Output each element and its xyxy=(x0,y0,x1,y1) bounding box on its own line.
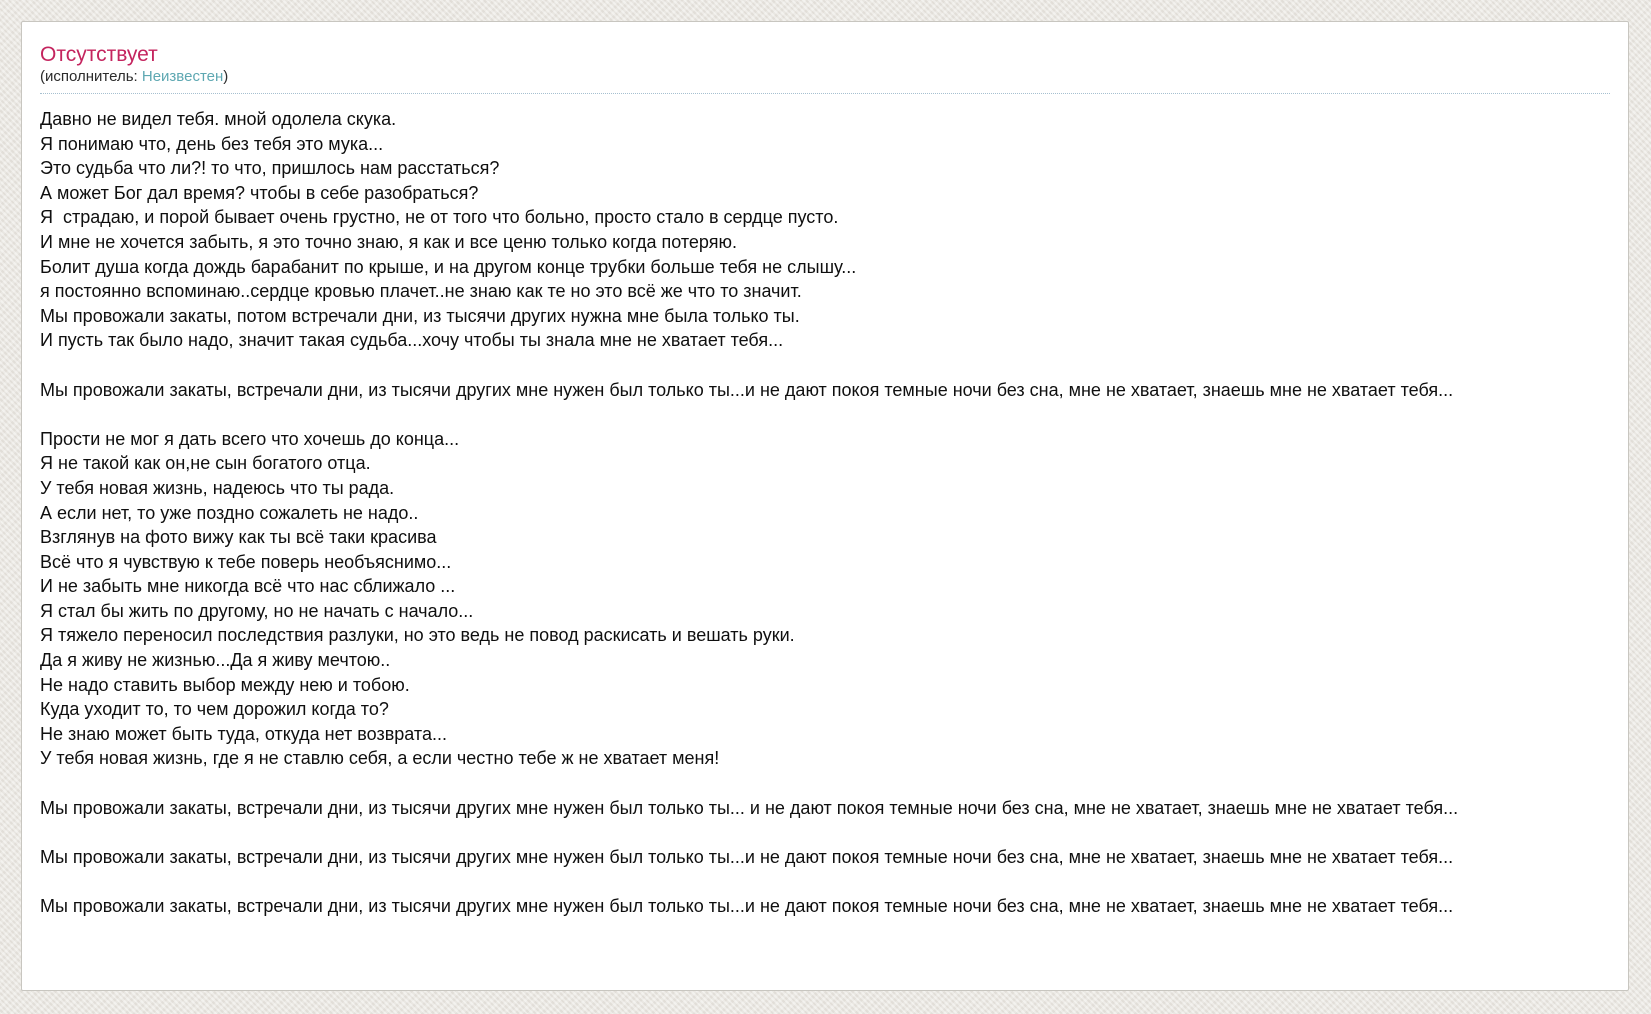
lyrics-line: Не знаю может быть туда, откуда нет возврата... xyxy=(40,723,447,744)
lyrics-line: Мы провожали закаты, встречали дни, из тысячи других мне нужен был только ты...и не дают покоя темные ночи без сна, мне не хватает, знаешь мне не хватает тебя... xyxy=(40,896,1454,916)
lyrics-line: А если нет, то уже поздно сожалеть не надо.. xyxy=(40,502,419,523)
artist-label-close-paren: ) xyxy=(223,68,229,85)
lyrics-line: А может Бог дал время? чтобы в себе разобраться? xyxy=(40,182,479,203)
artist-line xyxy=(40,67,1610,94)
lyrics xyxy=(40,107,1610,919)
lyrics-line: Куда уходит то, то чем дорожил когда то? xyxy=(40,699,389,720)
lyrics-line: Давно не видел тебя. мной одолела скука. xyxy=(40,109,397,129)
lyrics-line xyxy=(40,402,1610,427)
lyrics-line: Я страдаю, и порой бывает очень грустно, не от того что больно, просто стало в сердце пусто. xyxy=(40,207,839,228)
lyrics-line: Я стал бы жить по другому, но не начать с начало... xyxy=(40,600,474,621)
lyrics-line: Мы провожали закаты, встречали дни, из тысячи других мне нужен был только ты...и не дают покоя темные ночи без сна, мне не хватает, знаешь мне не хватает тебя... xyxy=(40,379,1454,400)
lyrics-line: Это судьба что ли?! то что, пришлось нам расстаться? xyxy=(40,158,500,179)
lyrics-line: Всё что я чувствую к тебе поверь необъяснимо... xyxy=(40,551,452,572)
lyrics-line: Мы провожали закаты, встречали дни, из тысячи других мне нужен был только ты...и не дают покоя темные ночи без сна, мне не хватает, знаешь мне не хватает тебя... xyxy=(40,846,1454,867)
lyrics-line xyxy=(40,820,1610,845)
lyrics-line: Мы провожали закаты, встречали дни, из тысячи других мне нужен был только ты... и не дают покоя темные ночи без сна, мне не хватает, знаешь мне не хватает тебя... xyxy=(40,797,1459,818)
lyrics-line: И пусть так было надо, значит такая судьба...хочу чтобы ты знала мне не хватает тебя... xyxy=(40,330,784,351)
lyrics-line: У тебя новая жизнь, надеюсь что ты рада. xyxy=(40,477,395,498)
lyrics-line: И не забыть мне никогда всё что нас сближало ... xyxy=(40,576,456,597)
lyrics-line: Мы провожали закаты, потом встречали дни, из тысячи других нужна мне была только ты. xyxy=(40,305,800,326)
artist-link[interactable]: Неизвестен xyxy=(141,68,224,85)
lyrics-line xyxy=(40,771,1610,796)
lyrics-line xyxy=(40,353,1610,378)
lyrics-line: У тебя новая жизнь, где я не ставлю себя, а если честно тебе ж не хватает меня! xyxy=(40,748,720,769)
lyrics-card xyxy=(21,21,1629,991)
lyrics-line: Я не такой как он,не сын богатого отца. xyxy=(40,453,371,474)
lyrics-line: И мне не хочется забыть, я это точно знаю, я как и все ценю только когда потеряю. xyxy=(40,231,737,252)
lyrics-line: Я тяжело переносил последствия разлуки, но это ведь не повод раскисать и вешать руки. xyxy=(40,625,795,646)
lyrics-line: Болит душа когда дождь барабанит по крыше, и на другом конце трубки больше тебя не слышу... xyxy=(40,256,857,277)
lyrics-line xyxy=(40,869,1610,894)
lyrics-line: Не надо ставить выбор между нею и тобою. xyxy=(40,674,410,695)
artist-label: (исполнитель: xyxy=(40,68,142,85)
lyrics-line: я постоянно вспоминаю..сердце кровью плачет..не знаю как те но это всё же что то значит. xyxy=(40,281,802,302)
lyrics-line: Прости не мог я дать всего что хочешь до конца... xyxy=(40,428,460,449)
lyrics-line: Я понимаю что, день без тебя это мука... xyxy=(40,133,384,154)
lyrics-line: Взглянув на фото вижу как ты всё таки красива xyxy=(40,527,437,548)
lyrics-line: Да я живу не жизнью...Да я живу мечтою.. xyxy=(40,650,391,671)
song-title: Отсутствует xyxy=(40,43,158,66)
